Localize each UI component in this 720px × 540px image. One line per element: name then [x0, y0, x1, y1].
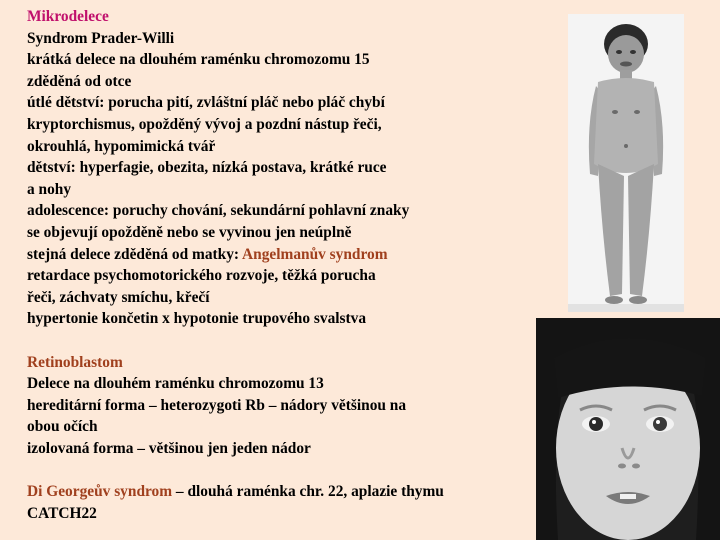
heading-retinoblastom: Retinoblastom [27, 353, 123, 371]
text-line: hypertonie končetin x hypotonie trupového svalstva [27, 310, 367, 328]
text-line: Syndrom Prader-Willi [27, 29, 175, 47]
text-line: CATCH22 [27, 504, 97, 522]
text-line: obou očích [27, 418, 98, 436]
digeorge-line [27, 481, 527, 503]
text-line: řeči, záchvaty smíchu, křečí [27, 288, 210, 306]
maternal-line [27, 244, 527, 266]
angelman-syndrome-label: Angelmanův syndrom [242, 245, 388, 263]
text-line: dětství: hyperfagie, obezita, nízká postava, krátké ruce [27, 159, 387, 177]
slide-text [27, 6, 527, 524]
text-line: adolescence: poruchy chování, sekundární pohlavní znaky [27, 202, 410, 220]
text-line: okrouhlá, hypomimická tvář [27, 137, 216, 155]
text-line: retardace psychomotorického rozvoje, těžká porucha [27, 267, 376, 285]
spacer [27, 330, 527, 352]
text-line: krátká delece na dlouhém raménku chromozomu 15 [27, 51, 370, 69]
maternal-prefix: stejná delece zděděná od matky: [27, 245, 243, 263]
heading-digeorge: Di Georgeův syndrom [27, 483, 173, 501]
text-line: útlé dětství: porucha pití, zvláštní pláč nebo pláč chybí [27, 94, 385, 112]
heading-mikrodelece: Mikrodelece [27, 8, 109, 25]
text-line: Delece na dlouhém raménku chromozomu 13 [27, 375, 324, 393]
retinoblastoma-child-photo [536, 318, 720, 540]
text-line: se objevují opožděně nebo se vyvinou jen neúplně [27, 223, 352, 241]
text-line: zděděná od otce [27, 72, 132, 90]
text-line: a nohy [27, 180, 72, 198]
spacer [27, 459, 527, 481]
text-line: hereditární forma – heterozygoti Rb – nádory většinou na [27, 396, 407, 414]
prader-willi-child-photo [568, 14, 684, 312]
text-line: izolovaná forma – většinou jen jeden nádor [27, 439, 311, 457]
text-line: kryptorchismus, opožděný vývoj a pozdní nástup řeči, [27, 115, 382, 133]
digeorge-rest: – dlouhá raménka chr. 22, aplazie thymu [172, 483, 444, 501]
